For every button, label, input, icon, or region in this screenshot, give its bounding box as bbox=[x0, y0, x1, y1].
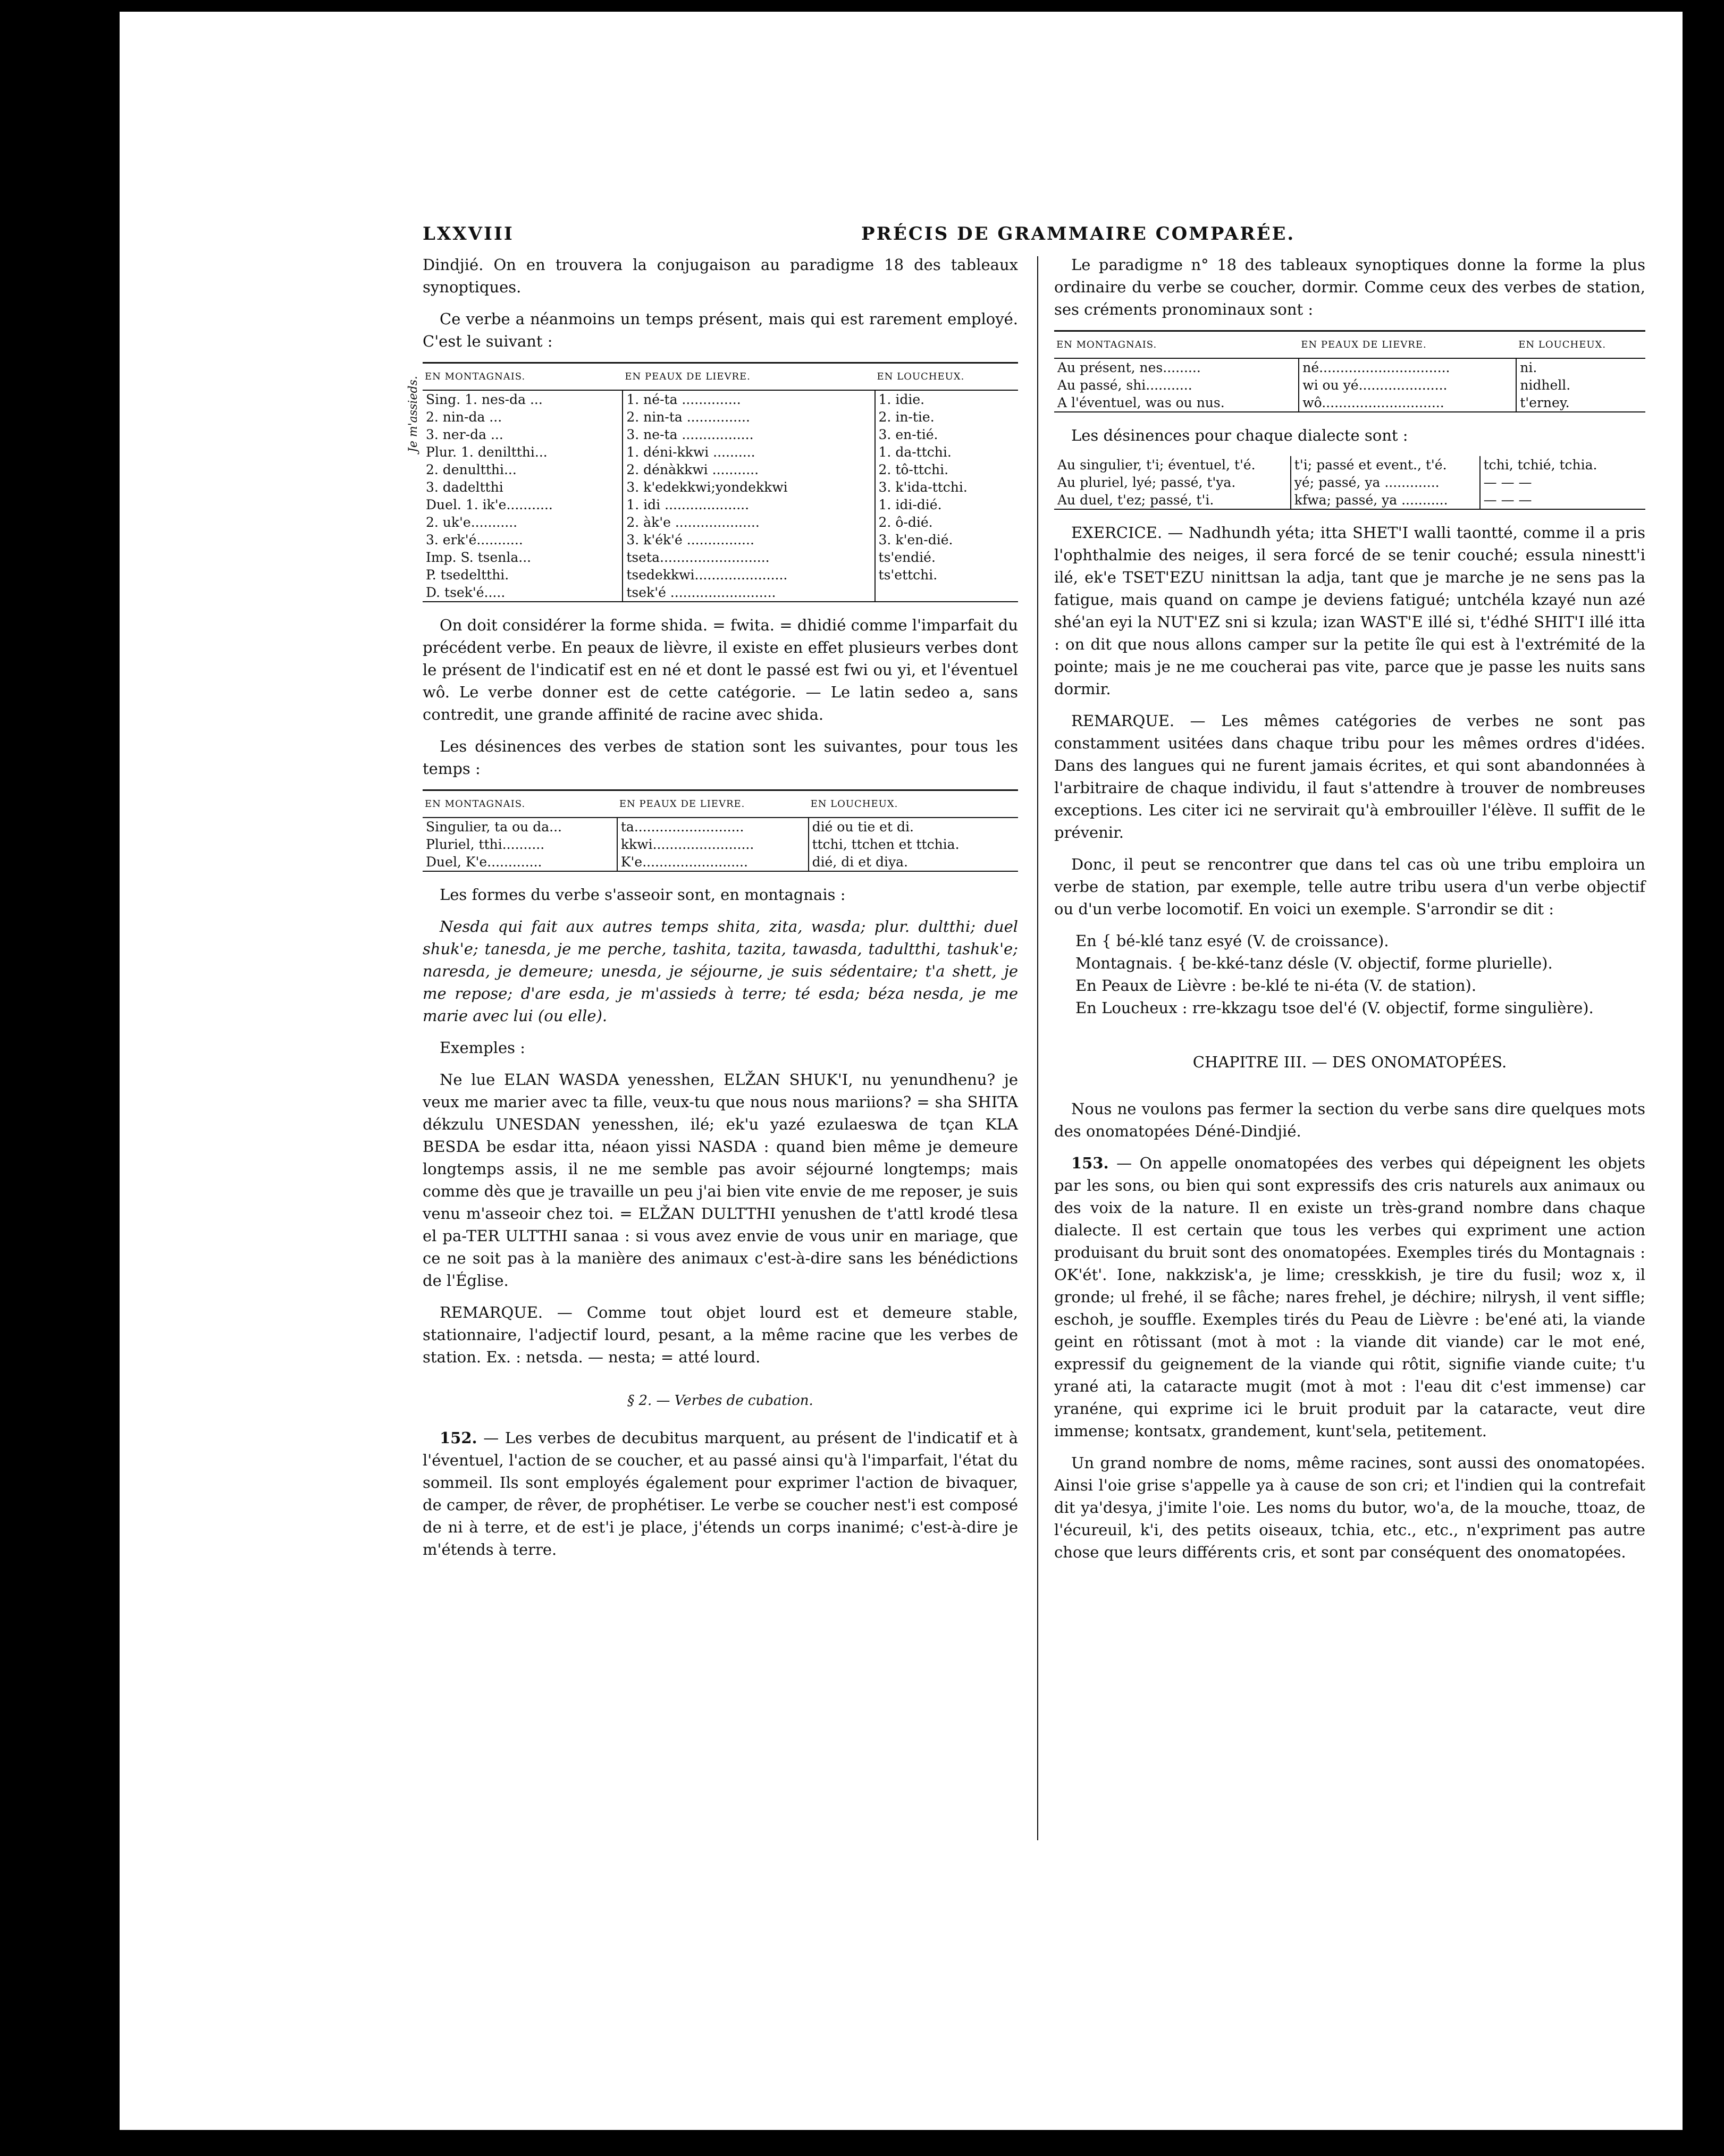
table-row bbox=[423, 390, 1018, 408]
paragraph: Les désinences des verbes de station sont les suivantes, pour tous les temps : bbox=[423, 737, 1018, 778]
example-line: En Peaux de Lièvre : be-klé te ni-éta (V. de station). bbox=[1075, 976, 1477, 995]
table-cell: 3. en-tié. bbox=[875, 426, 1018, 443]
paragraph: Donc, il peut se rencontrer que dans tel cas où une tribu emploira un verbe de station, par exemple, telle autre tribu usera d'un verbe objectif ou d'un verbe locomotif. En voici un exemple. S'arrondir se dit : bbox=[1054, 855, 1645, 918]
table-row bbox=[423, 853, 1018, 871]
paragraph-text: Nadhundh yéta; itta SHET'I walli taontté, comme il a pris l'ophthalmie des neiges, il sera forcé de se tenir couché; essula ninestt'i ilé, ek'e TSET'EZU ninittsan la adja, tant que je marche je ne sens pas la fatigue, mais quand on campe je deviens fatigué; untchéla kzayé nun azé shé'an eyi la NUT'EZ sni si kzula; izan WAST'E illé si, t'édhé SHIT'I illé itta : on dit que nous allons camper sur la petite île qui est à l'extrémité de la pointe; mais je ne me coucherai pas vite, parce que je passe les nuits sans dormir. bbox=[1054, 524, 1646, 698]
example-line: Montagnais. { be-kké-tanz désle (V. objectif, forme plurielle). bbox=[1075, 954, 1553, 972]
desinence-table bbox=[1054, 456, 1645, 510]
table-cell: Pluriel, tthi.......... bbox=[426, 837, 545, 852]
paragraph: Les désinences pour chaque dialecte sont : bbox=[1071, 426, 1408, 444]
chapter-heading: CHAPITRE III. — DES ONOMATOPÉES. bbox=[1192, 1053, 1507, 1071]
table-cell: 2. uk'e........... bbox=[426, 515, 518, 530]
running-title: PRÉCIS DE GRAMMAIRE COMPARÉE. bbox=[861, 223, 1296, 245]
table-cell: Sing. 1. nes-da ... bbox=[426, 392, 543, 407]
page-number: LXXVIII bbox=[423, 223, 514, 245]
table-row bbox=[423, 496, 1018, 513]
paragraph: Exemples : bbox=[440, 1039, 526, 1057]
table-cell: ta.......................... bbox=[617, 818, 809, 836]
table-cell: 3. k'ida-ttchi. bbox=[875, 478, 1018, 496]
numbered-paragraph bbox=[423, 1427, 1018, 1561]
table-row bbox=[1054, 456, 1645, 474]
table-cell: Duel. 1. ik'e........... bbox=[426, 497, 553, 512]
paragraph: Ne lue ELAN WASDA yenesshen, ELŽAN SHUK'I, nu yenundhenu? je veux me marier avec ta fille, veux-tu que nous nous mariions? = sha SHITA dékzulu UNESDAN yenesshen, ilé; ek'u yazé ezulaeswa de tçan KLA BESDA be esdar itta, néaon yissi NASDA : quand bien même je demeure longtemps assis, il ne me semble pas avoir séjourné longtemps; mais comme dès que je travaille un peu j'ai bien vite envie de me reposer, je suis venu m'asseoir chez toi. = ELŽAN DULTTHI yenushen de t'attl krodé tlesa el pa-TER ULTTHI sanaa : si vous avez envie de vous unir en mariage, que ce ne soit pas à la manière des animaux c'est-à-dire sans les bénédictions de l'Église. bbox=[423, 1071, 1018, 1290]
paragraph: Un grand nombre de noms, même racines, sont aussi des onomatopées. Ainsi l'oie grise s'appelle ya à cause de son cri; et l'indien qui la contrefait dit ya'desya, j'imite l'oie. Les noms du butor, wo'a, de la mouche, ttoaz, de l'écureuil, k'i, des petits oiseaux, tchia, etc., etc., n'expriment pas autre chose que leurs différents cris, et sont par conséquent des onomatopées. bbox=[1054, 1454, 1645, 1561]
table-row bbox=[423, 478, 1018, 496]
table-row bbox=[423, 549, 1018, 566]
table-row bbox=[423, 513, 1018, 531]
table-cell: Imp. S. tsenla... bbox=[426, 550, 532, 565]
table-cell: — — — bbox=[1480, 491, 1645, 509]
table-cell: 3. k'ék'é ................ bbox=[623, 531, 874, 549]
table-cell: Duel, K'e............. bbox=[423, 853, 617, 871]
table-cell: 1. idie. bbox=[875, 390, 1018, 408]
table-cell: 2. nin-da ... bbox=[426, 409, 502, 425]
paper-sheet bbox=[385, 12, 1683, 2130]
table-row bbox=[423, 426, 1018, 443]
table-cell: P. tsedeltthi. bbox=[426, 567, 509, 583]
table-cell: né............................... bbox=[1299, 358, 1516, 376]
paragraph-number: 153. bbox=[1071, 1154, 1109, 1172]
table-cell: tsedekkwi...................... bbox=[623, 566, 874, 584]
table-cell: D. tsek'é..... bbox=[423, 584, 623, 602]
table-cell: dié ou tie et di. bbox=[809, 818, 1018, 836]
table-cell: Singulier, ta ou da... bbox=[426, 819, 562, 835]
paragraph: Le paradigme n° 18 des tableaux synoptiques donne la forme la plus ordinaire du verbe se coucher, dormir. Comme ceux des verbes de station, ses créments pronominaux sont : bbox=[1054, 256, 1645, 318]
paragraph: REMARQUE. — Comme tout objet lourd est et demeure stable, stationnaire, l'adjectif lourd, pesant, a la même racine que les verbes de station. Ex. : netsda. — nesta; = atté lourd. bbox=[423, 1303, 1018, 1366]
table-cell: 3. erk'é........... bbox=[426, 532, 523, 548]
table-row bbox=[423, 531, 1018, 549]
table-cell: t'erney. bbox=[1516, 394, 1645, 412]
table-cell: 2. àk'e .................... bbox=[623, 513, 874, 531]
column-rule bbox=[1037, 256, 1038, 1840]
paragraph: Nesda qui fait aux autres temps shita, zita, wasda; plur. dultthi; duel shuk'e; tanesda, je me perche, tashita, tazita, tawasda, tadultthi, tashuk'e; naresda, je demeure; unesda, je séjourne, je suis sédentaire; t'a shett, je me repose; d'are esda, je m'assieds à terre; té esda; béza nesda, je me marie avec lui (ou elle). bbox=[423, 917, 1018, 1025]
cubation-table bbox=[1054, 330, 1645, 412]
endings-table bbox=[423, 789, 1018, 872]
table-cell: 1. idi-dié. bbox=[875, 496, 1018, 513]
right-column bbox=[1054, 254, 1645, 1573]
table-row bbox=[423, 836, 1018, 853]
column-header: EN LOUCHEUX. bbox=[1516, 331, 1645, 359]
table-cell: kkwi........................ bbox=[617, 836, 809, 853]
table-cell: wi ou yé..................... bbox=[1299, 376, 1516, 394]
table-cell: 1. né-ta .............. bbox=[623, 390, 874, 408]
column-header: EN LOUCHEUX. bbox=[875, 363, 1018, 391]
table-cell: 1. da-ttchi. bbox=[875, 443, 1018, 461]
conjugation-table bbox=[423, 362, 1018, 602]
table-row bbox=[423, 443, 1018, 461]
table-cell: Au présent, nes......... bbox=[1057, 360, 1201, 375]
table-cell: yé; passé, ya ............. bbox=[1291, 474, 1480, 491]
table-cell: 1. idi .................... bbox=[623, 496, 874, 513]
paragraph: Nous ne voulons pas fermer la section du verbe sans dire quelques mots des onomatopées Déné-Dindjié. bbox=[1054, 1100, 1645, 1140]
left-column bbox=[407, 254, 1019, 1570]
example-list bbox=[1054, 930, 1645, 1019]
table-row bbox=[423, 461, 1018, 478]
column-header: EN LOUCHEUX. bbox=[809, 790, 1018, 818]
table-cell: 3. dadeltthi bbox=[426, 479, 503, 495]
paragraph-number: 152. bbox=[440, 1429, 477, 1447]
table-cell: kfwa; passé, ya ........... bbox=[1291, 491, 1480, 509]
table-cell: ts'endié. bbox=[875, 549, 1018, 566]
table-row bbox=[1054, 491, 1645, 509]
table-cell: nidhell. bbox=[1516, 376, 1645, 394]
column-header: EN PEAUX DE LIEVRE. bbox=[1299, 331, 1516, 359]
table-cell: 3. k'edekkwi;yondekkwi bbox=[623, 478, 874, 496]
table-cell: Plur. 1. deniltthi... bbox=[426, 444, 548, 460]
paragraph: On doit considérer la forme shida. = fwita. = dhidié comme l'imparfait du précédent verbe. En peaux de lièvre, il existe en effet plusieurs verbes dont le présent de l'indicatif est en né et dont le passé est fwi ou yi, et l'éventuel wô. Le verbe donner est de cette catégorie. — Le latin sedeo a, sans contredit, une grande affinité de racine avec shida. bbox=[423, 616, 1018, 723]
paragraph: Dindjié. On en trouvera la conjugaison au paradigme 18 des tableaux synoptiques. bbox=[423, 256, 1018, 296]
table-cell: — — — bbox=[1480, 474, 1645, 491]
column-header: EN MONTAGNAIS. bbox=[423, 363, 623, 391]
table-cell: K'e......................... bbox=[617, 853, 809, 871]
table-cell: Au duel, t'ez; passé, t'i. bbox=[1054, 491, 1291, 509]
table-cell: ttchi, ttchen et ttchia. bbox=[809, 836, 1018, 853]
table-cell: dié, di et diya. bbox=[809, 853, 1018, 871]
table-cell: 2. ô-dié. bbox=[875, 513, 1018, 531]
column-header: EN PEAUX DE LIEVRE. bbox=[623, 363, 874, 391]
table-row bbox=[423, 818, 1018, 836]
table-cell: 1. déni-kkwi .......... bbox=[623, 443, 874, 461]
paragraph-text: — On appelle onomatopées des verbes qui dépeignent les objets par les sons, ou bien qui sont expressifs des cris naturels aux animaux ou des voix de la nature. Il en existe un très-grand nombre dans chaque dialecte. Il est certain que tous les verbes qui expriment une action produisant du bruit sont des onomatopées. Exemples tirés du Montagnais : OK'ét'. Ione, nakkzisk'a, je lime; cresskkish, je tire du fusil; woz x, il gronde; ul frehé, il se fâche; nares frehel, je déchire; nilrysh, il vent siffle; eschoh, je souffle. Exemples tirés du Peau de Lièvre : be'ené ati, la viande geint en rôtissant (mot à mot : la viande dit viande) car le mot ené, expressif du geignement de la viande qui rôtit, signifie viande cuite; t'u yrané ati, la cataracte mugit (mot à mot : l'eau dit c'est immense) car yranéne, qui exprime ici le bruit produit par la cataracte, veut dire immense; kontsatx, grandement, kunt'sela, petitement. bbox=[1054, 1154, 1646, 1440]
table-row bbox=[423, 566, 1018, 584]
example-line: En Loucheux : rre-kkzagu tsoe del'é (V. objectif, forme singulière). bbox=[1075, 999, 1594, 1017]
exercise-paragraph bbox=[1054, 521, 1645, 700]
paragraph: Les formes du verbe s'asseoir sont, en montagnais : bbox=[440, 886, 846, 904]
column-header: EN MONTAGNAIS. bbox=[423, 790, 617, 818]
side-label: Je m'assieds. bbox=[407, 376, 420, 452]
table-row bbox=[423, 408, 1018, 426]
paragraph-label: EXERCICE. — bbox=[1071, 524, 1183, 542]
table-cell: 3. ne-ta ................. bbox=[623, 426, 874, 443]
paragraph: Ce verbe a néanmoins un temps présent, mais qui est rarement employé. C'est le suivant : bbox=[423, 310, 1018, 350]
table-cell bbox=[875, 584, 1018, 602]
table-cell: Au passé, shi........... bbox=[1057, 377, 1192, 393]
table-cell: A l'éventuel, was ou nus. bbox=[1054, 394, 1299, 412]
table-row bbox=[1054, 358, 1645, 376]
table-cell: 2. denultthi... bbox=[426, 462, 517, 477]
table-cell: 2. dénàkkwi ........... bbox=[623, 461, 874, 478]
table-cell: Au singulier, t'i; éventuel, t'é. bbox=[1057, 457, 1256, 473]
paragraph-label: REMARQUE. — bbox=[1071, 712, 1206, 730]
table-cell: 3. k'en-dié. bbox=[875, 531, 1018, 549]
column-header: EN PEAUX DE LIEVRE. bbox=[617, 790, 809, 818]
table-row bbox=[1054, 474, 1645, 491]
table-cell: tsek'é ......................... bbox=[623, 584, 874, 602]
paragraph-text: — Les verbes de decubitus marquent, au présent de l'indicatif et à l'éventuel, l'action de se coucher, et au passé ainsi qu'à l'imparfait, l'état du sommeil. Ils sont employés également pour exprimer l'action de bivaquer, de camper, de rêver, de prophétiser. Le verbe se coucher nest'i est composé de ni à terre, et de est'i je place, j'étends un corps inanimé; c'est-à-dire je m'étends à terre. bbox=[423, 1429, 1019, 1559]
table-cell: 2. nin-ta ............... bbox=[623, 408, 874, 426]
table-row bbox=[423, 584, 1018, 602]
section-heading: § 2. — Verbes de cubation. bbox=[627, 1393, 813, 1409]
table-cell: ni. bbox=[1516, 358, 1645, 376]
conjugation-table-wrap bbox=[407, 362, 1018, 602]
paragraph-text: Les mêmes catégories de verbes ne sont pas constamment usitées dans chaque tribu pour les mêmes ordres d'idées. Dans des langues qui ne furent jamais écrites, et qui sont abandonnées à l'arbitraire de chaque individu, il faut s'attendre à trouver de nombreuses exceptions. Les citer ici ne servirait qu'à embrouiller l'élève. Il suffit de le prévenir. bbox=[1054, 712, 1646, 841]
table-cell: t'i; passé et event., t'é. bbox=[1291, 456, 1480, 474]
example-line: En { bé-klé tanz esyé (V. de croissance). bbox=[1075, 932, 1389, 950]
table-cell: ts'ettchi. bbox=[875, 566, 1018, 584]
table-cell: tchi, tchié, tchia. bbox=[1480, 456, 1645, 474]
remark-paragraph bbox=[1054, 710, 1645, 844]
table-cell: wô............................. bbox=[1299, 394, 1516, 412]
table-cell: 2. in-tie. bbox=[875, 408, 1018, 426]
table-cell: tseta.......................... bbox=[623, 549, 874, 566]
table-cell: 3. ner-da ... bbox=[426, 427, 503, 442]
table-cell: Au pluriel, lyé; passé, t'ya. bbox=[1057, 475, 1236, 490]
table-row bbox=[1054, 376, 1645, 394]
table-row bbox=[1054, 394, 1645, 412]
column-header: EN MONTAGNAIS. bbox=[1054, 331, 1299, 359]
table-cell: 2. tô-ttchi. bbox=[875, 461, 1018, 478]
numbered-paragraph bbox=[1054, 1152, 1645, 1442]
